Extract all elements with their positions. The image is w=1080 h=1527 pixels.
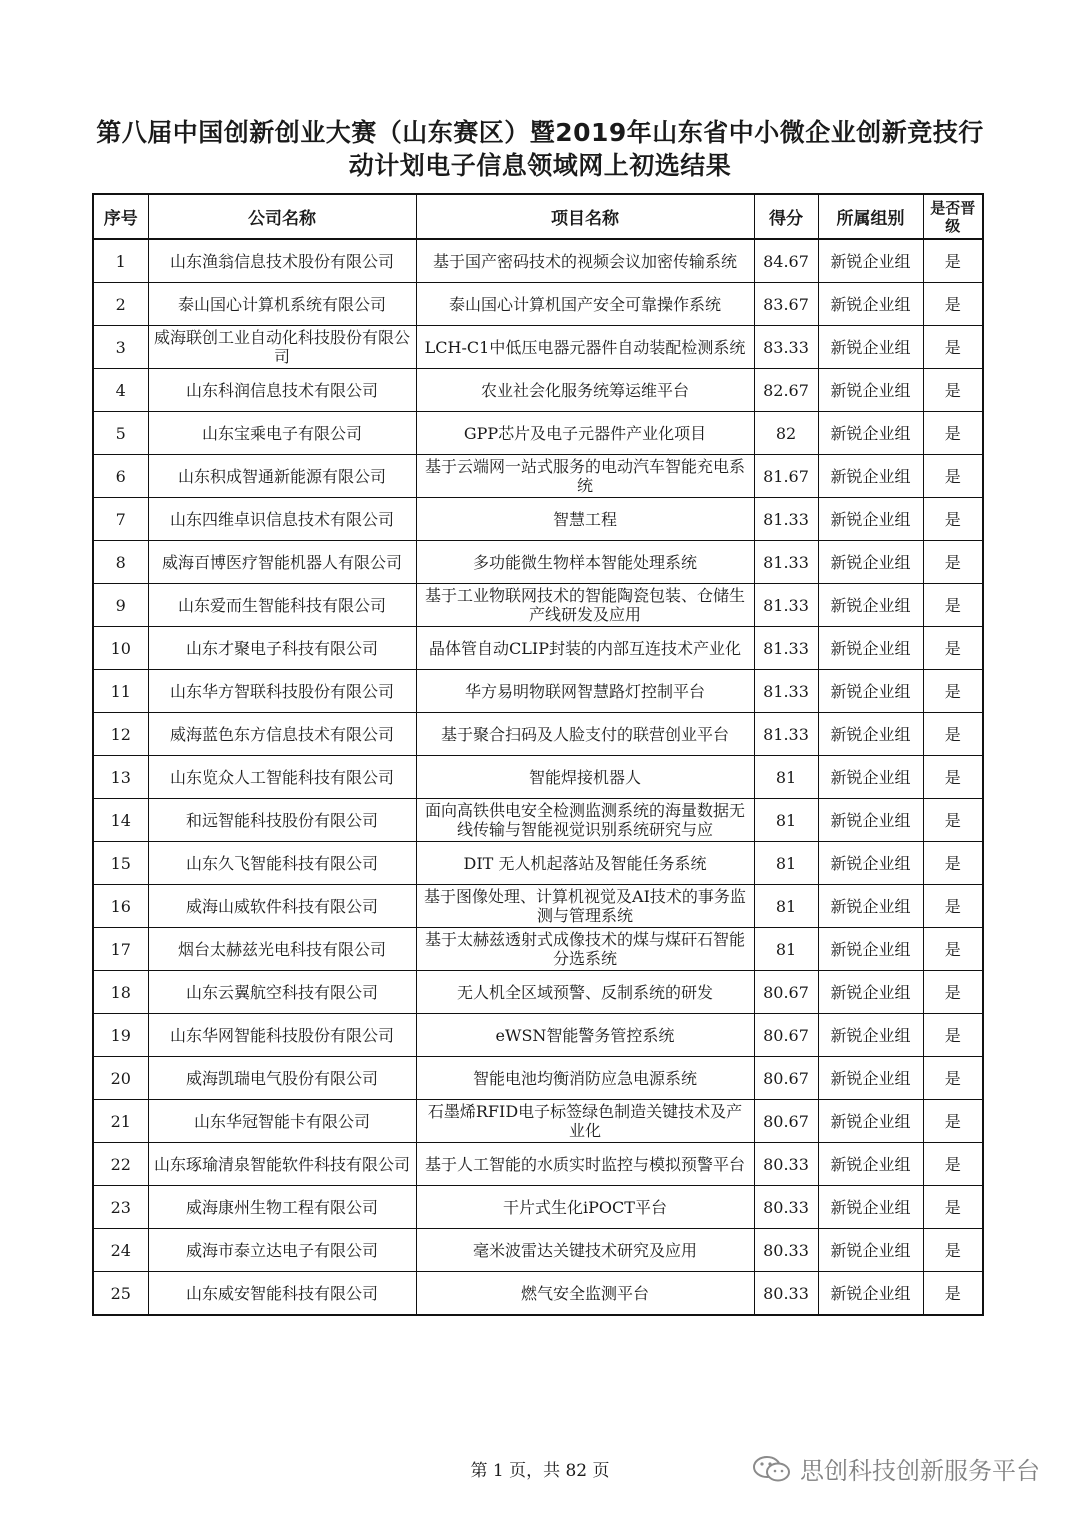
cell-company: 山东四维卓识信息技术有限公司 (148, 498, 416, 541)
cell-index: 18 (93, 971, 148, 1014)
cell-promoted: 是 (923, 842, 983, 885)
cell-company: 和远智能科技股份有限公司 (148, 799, 416, 842)
cell-score: 80.33 (754, 1229, 818, 1272)
cell-promoted: 是 (923, 455, 983, 498)
cell-index: 17 (93, 928, 148, 971)
cell-project: DIT 无人机起落站及智能任务系统 (416, 842, 754, 885)
table-row (93, 1057, 983, 1100)
table-row (93, 713, 983, 756)
cell-company: 威海山威软件科技有限公司 (148, 885, 416, 928)
cell-group: 新锐企业组 (818, 928, 923, 971)
cell-score: 81.33 (754, 498, 818, 541)
cell-company: 山东久飞智能科技有限公司 (148, 842, 416, 885)
cell-promoted: 是 (923, 713, 983, 756)
cell-score: 81 (754, 842, 818, 885)
cell-promoted: 是 (923, 1057, 983, 1100)
cell-group: 新锐企业组 (818, 283, 923, 326)
cell-project: 多功能微生物样本智能处理系统 (416, 541, 754, 584)
cell-promoted: 是 (923, 799, 983, 842)
cell-promoted: 是 (923, 670, 983, 713)
cell-project: 华方易明物联网智慧路灯控制平台 (416, 670, 754, 713)
cell-index: 6 (93, 455, 148, 498)
cell-score: 80.33 (754, 1272, 818, 1316)
header-company: 公司名称 (148, 194, 416, 239)
table-header-row (93, 194, 983, 239)
cell-score: 81 (754, 799, 818, 842)
cell-index: 16 (93, 885, 148, 928)
cell-group: 新锐企业组 (818, 1057, 923, 1100)
cell-promoted: 是 (923, 498, 983, 541)
table-row (93, 1186, 983, 1229)
cell-promoted: 是 (923, 1014, 983, 1057)
cell-group: 新锐企业组 (818, 498, 923, 541)
table-row (93, 670, 983, 713)
cell-index: 9 (93, 584, 148, 627)
cell-score: 81 (754, 928, 818, 971)
cell-index: 21 (93, 1100, 148, 1143)
table-row (93, 326, 983, 369)
table-row (93, 369, 983, 412)
cell-score: 83.67 (754, 283, 818, 326)
watermark-text: 思创科技创新服务平台 (800, 1457, 1040, 1485)
cell-score: 81.33 (754, 670, 818, 713)
cell-score: 81.67 (754, 455, 818, 498)
cell-promoted: 是 (923, 971, 983, 1014)
table-body (93, 239, 983, 1315)
watermark (752, 1451, 1040, 1486)
cell-promoted: 是 (923, 541, 983, 584)
cell-index: 1 (93, 239, 148, 283)
table-row (93, 455, 983, 498)
cell-promoted: 是 (923, 326, 983, 369)
cell-project: 泰山国心计算机国产安全可靠操作系统 (416, 283, 754, 326)
cell-company: 山东才聚电子科技有限公司 (148, 627, 416, 670)
table-row (93, 885, 983, 928)
table-row (93, 412, 983, 455)
cell-project: 基于太赫兹透射式成像技术的煤与煤矸石智能分选系统 (416, 928, 754, 971)
cell-index: 3 (93, 326, 148, 369)
table-row (93, 756, 983, 799)
cell-project: 毫米波雷达关键技术研究及应用 (416, 1229, 754, 1272)
cell-score: 81.33 (754, 713, 818, 756)
header-project: 项目名称 (416, 194, 754, 239)
cell-score: 81.33 (754, 541, 818, 584)
table-row (93, 498, 983, 541)
cell-project: 智能焊接机器人 (416, 756, 754, 799)
cell-group: 新锐企业组 (818, 1229, 923, 1272)
cell-group: 新锐企业组 (818, 885, 923, 928)
cell-score: 81.33 (754, 627, 818, 670)
cell-company: 山东科润信息技术有限公司 (148, 369, 416, 412)
cell-project: 无人机全区域预警、反制系统的研发 (416, 971, 754, 1014)
cell-company: 威海蓝色东方信息技术有限公司 (148, 713, 416, 756)
table-row (93, 842, 983, 885)
cell-project: eWSN智能警务管控系统 (416, 1014, 754, 1057)
cell-company: 山东华冠智能卡有限公司 (148, 1100, 416, 1143)
header-score: 得分 (754, 194, 818, 239)
cell-group: 新锐企业组 (818, 239, 923, 283)
cell-group: 新锐企业组 (818, 326, 923, 369)
cell-score: 81.33 (754, 584, 818, 627)
page-footer: 第 1 页，共 82 页 (470, 1461, 610, 1481)
cell-promoted: 是 (923, 1186, 983, 1229)
table-row (93, 1272, 983, 1316)
title-line-1: 第八届中国创新创业大赛（山东赛区）暨2019年山东省中小微企业创新竞技行 (96, 118, 984, 147)
cell-index: 24 (93, 1229, 148, 1272)
cell-project: 农业社会化服务统筹运维平台 (416, 369, 754, 412)
cell-score: 81 (754, 885, 818, 928)
cell-company: 山东琢瑜清泉智能软件科技有限公司 (148, 1143, 416, 1186)
cell-index: 2 (93, 283, 148, 326)
cell-project: 基于人工智能的水质实时监控与模拟预警平台 (416, 1143, 754, 1186)
cell-group: 新锐企业组 (818, 627, 923, 670)
cell-index: 12 (93, 713, 148, 756)
cell-score: 81 (754, 756, 818, 799)
title-line-2: 动计划电子信息领域网上初选结果 (348, 151, 732, 180)
cell-company: 山东宝乘电子有限公司 (148, 412, 416, 455)
cell-index: 15 (93, 842, 148, 885)
results-table (92, 193, 984, 1316)
cell-score: 80.67 (754, 1014, 818, 1057)
cell-project: 干片式生化iPOCT平台 (416, 1186, 754, 1229)
cell-project: 晶体管自动CLIP封装的内部互连技术产业化 (416, 627, 754, 670)
cell-score: 82.67 (754, 369, 818, 412)
cell-index: 4 (93, 369, 148, 412)
cell-index: 23 (93, 1186, 148, 1229)
cell-project: 面向高铁供电安全检测监测系统的海量数据无线传输与智能视觉识别系统研究与应 (416, 799, 754, 842)
cell-score: 84.67 (754, 239, 818, 283)
table-row (93, 283, 983, 326)
cell-promoted: 是 (923, 584, 983, 627)
cell-index: 5 (93, 412, 148, 455)
cell-group: 新锐企业组 (818, 842, 923, 885)
cell-promoted: 是 (923, 885, 983, 928)
cell-group: 新锐企业组 (818, 1272, 923, 1316)
cell-promoted: 是 (923, 283, 983, 326)
table-row (93, 1100, 983, 1143)
cell-company: 泰山国心计算机系统有限公司 (148, 283, 416, 326)
cell-index: 19 (93, 1014, 148, 1057)
cell-group: 新锐企业组 (818, 584, 923, 627)
cell-index: 13 (93, 756, 148, 799)
cell-group: 新锐企业组 (818, 799, 923, 842)
wechat-icon (752, 1454, 792, 1484)
cell-group: 新锐企业组 (818, 1100, 923, 1143)
header-group: 所属组别 (818, 194, 923, 239)
cell-promoted: 是 (923, 756, 983, 799)
cell-project: 燃气安全监测平台 (416, 1272, 754, 1316)
cell-group: 新锐企业组 (818, 1143, 923, 1186)
cell-score: 82 (754, 412, 818, 455)
cell-company: 山东积成智通新能源有限公司 (148, 455, 416, 498)
table-row (93, 1229, 983, 1272)
cell-promoted: 是 (923, 1229, 983, 1272)
cell-project: 基于工业物联网技术的智能陶瓷包装、仓储生产线研发及应用 (416, 584, 754, 627)
cell-score: 83.33 (754, 326, 818, 369)
cell-project: 石墨烯RFID电子标签绿色制造关键技术及产业化 (416, 1100, 754, 1143)
cell-group: 新锐企业组 (818, 369, 923, 412)
cell-group: 新锐企业组 (818, 455, 923, 498)
cell-score: 80.67 (754, 1057, 818, 1100)
header-promoted: 是否晋级 (923, 194, 983, 239)
cell-company: 山东览众人工智能科技有限公司 (148, 756, 416, 799)
document-title (60, 116, 1020, 182)
cell-index: 22 (93, 1143, 148, 1186)
cell-group: 新锐企业组 (818, 971, 923, 1014)
table-row (93, 541, 983, 584)
cell-group: 新锐企业组 (818, 713, 923, 756)
cell-company: 山东渔翁信息技术股份有限公司 (148, 239, 416, 283)
table-row (93, 584, 983, 627)
cell-project: 基于图像处理、计算机视觉及AI技术的事务监测与管理系统 (416, 885, 754, 928)
cell-promoted: 是 (923, 928, 983, 971)
cell-company: 山东云翼航空科技有限公司 (148, 971, 416, 1014)
table-row (93, 1143, 983, 1186)
cell-score: 80.67 (754, 1100, 818, 1143)
cell-company: 烟台太赫兹光电科技有限公司 (148, 928, 416, 971)
cell-index: 25 (93, 1272, 148, 1316)
cell-company: 威海市泰立达电子有限公司 (148, 1229, 416, 1272)
cell-project: 智能电池均衡消防应急电源系统 (416, 1057, 754, 1100)
table-row (93, 627, 983, 670)
cell-promoted: 是 (923, 412, 983, 455)
cell-promoted: 是 (923, 239, 983, 283)
table-row (93, 239, 983, 283)
cell-company: 威海联创工业自动化科技股份有限公司 (148, 326, 416, 369)
cell-group: 新锐企业组 (818, 1014, 923, 1057)
cell-index: 20 (93, 1057, 148, 1100)
cell-company: 山东华方智联科技股份有限公司 (148, 670, 416, 713)
cell-company: 威海康州生物工程有限公司 (148, 1186, 416, 1229)
cell-project: 基于聚合扫码及人脸支付的联营创业平台 (416, 713, 754, 756)
cell-project: 基于云端网一站式服务的电动汽车智能充电系统 (416, 455, 754, 498)
cell-group: 新锐企业组 (818, 1186, 923, 1229)
cell-company: 威海凯瑞电气股份有限公司 (148, 1057, 416, 1100)
cell-company: 山东华网智能科技股份有限公司 (148, 1014, 416, 1057)
cell-project: GPP芯片及电子元器件产业化项目 (416, 412, 754, 455)
table-row (93, 971, 983, 1014)
cell-index: 10 (93, 627, 148, 670)
cell-group: 新锐企业组 (818, 756, 923, 799)
cell-group: 新锐企业组 (818, 670, 923, 713)
table-row (93, 1014, 983, 1057)
cell-score: 80.33 (754, 1186, 818, 1229)
cell-promoted: 是 (923, 369, 983, 412)
cell-index: 14 (93, 799, 148, 842)
cell-score: 80.33 (754, 1143, 818, 1186)
cell-score: 80.67 (754, 971, 818, 1014)
cell-promoted: 是 (923, 1100, 983, 1143)
cell-group: 新锐企业组 (818, 541, 923, 584)
cell-index: 11 (93, 670, 148, 713)
table-row (93, 799, 983, 842)
cell-promoted: 是 (923, 1143, 983, 1186)
cell-promoted: 是 (923, 627, 983, 670)
cell-group: 新锐企业组 (818, 412, 923, 455)
cell-index: 7 (93, 498, 148, 541)
header-index: 序号 (93, 194, 148, 239)
cell-project: 智慧工程 (416, 498, 754, 541)
cell-project: 基于国产密码技术的视频会议加密传输系统 (416, 239, 754, 283)
cell-promoted: 是 (923, 1272, 983, 1316)
table-row (93, 928, 983, 971)
cell-project: LCH-C1中低压电器元器件自动装配检测系统 (416, 326, 754, 369)
cell-index: 8 (93, 541, 148, 584)
cell-company: 山东爱而生智能科技有限公司 (148, 584, 416, 627)
cell-company: 山东威安智能科技有限公司 (148, 1272, 416, 1316)
cell-company: 威海百博医疗智能机器人有限公司 (148, 541, 416, 584)
